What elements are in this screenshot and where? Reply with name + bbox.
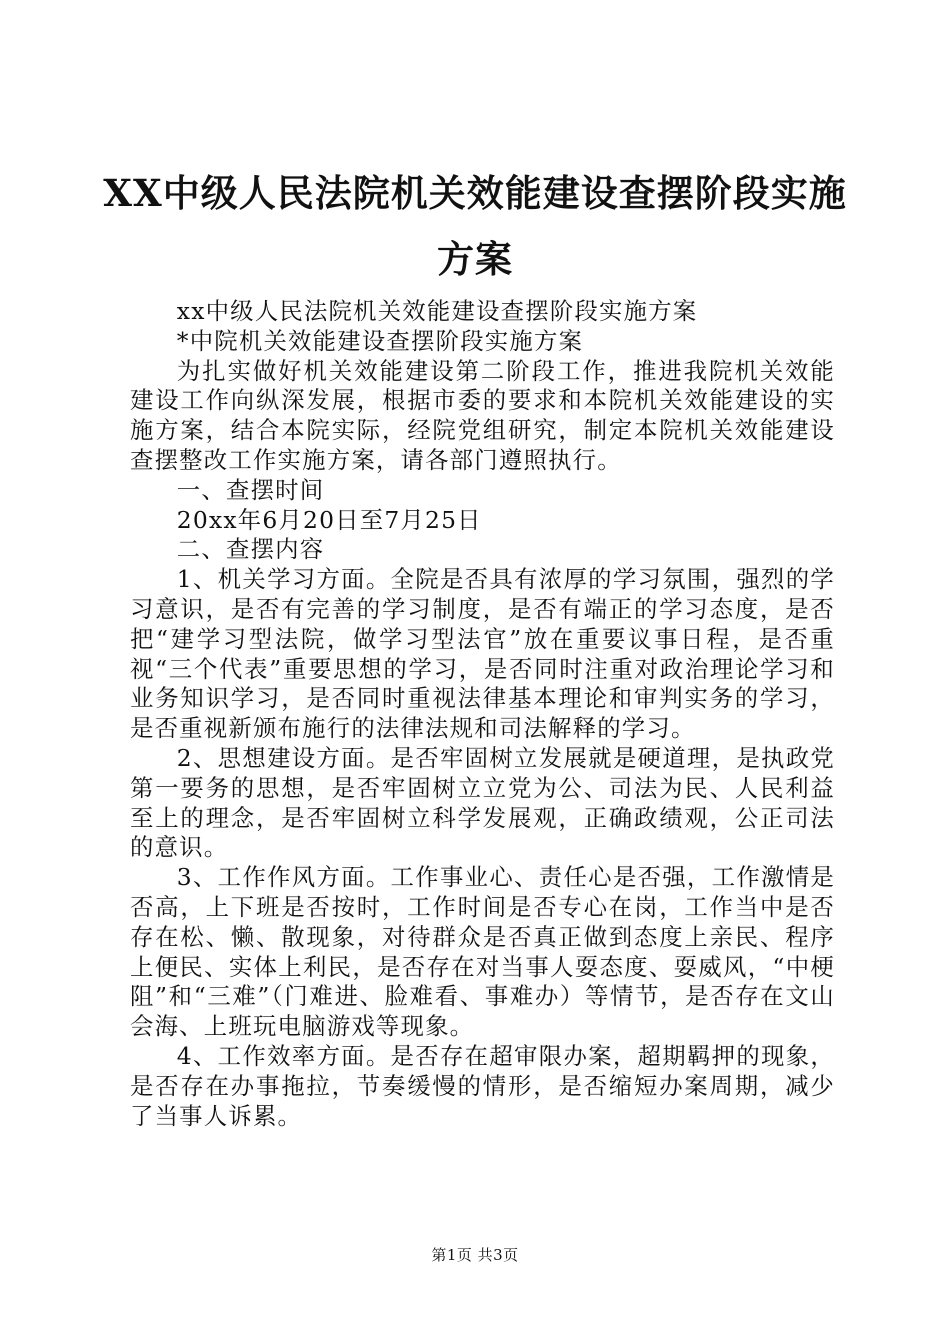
subtitle-paragraph: *中院机关效能建设查摆阶段实施方案	[176, 326, 584, 355]
title-line-2: 方案	[437, 237, 513, 281]
document-title	[100, 160, 850, 292]
content-item-paragraph: 1、机关学习方面。全院是否具有浓厚的学习氛围，强烈的学习意识，是否有完善的学习制度，是否有端正的学习态度，是否把“建学习型法院，做学习型法官”放在重要议事日程，是否重视“三个代表”重要思想的学习，是否同时注重对政治理论学习和业务知识学习，是否同时重视法律基本理论和审判实务的学习，是否重视新颁布施行的法律法规和司法解释的学习。	[130, 565, 835, 743]
intro-paragraph: 为扎实做好机关效能建设第二阶段工作，推进我院机关效能建设工作向纵深发展，根据市委的要求和本院机关效能建设的实施方案，结合本院实际，经院党组研究，制定本院机关效能建设查摆整改工作实施方案，请各部门遵照执行。	[130, 356, 835, 474]
content-item-paragraph: 2、思想建设方面。是否牢固树立发展就是硬道理，是执政党第一要务的思想，是否牢固树立立党为公、司法为民、人民利益至上的理念，是否牢固树立科学发展观，正确政绩观，公正司法的意识。	[130, 743, 835, 862]
content-item-paragraph: 3、工作作风方面。工作事业心、责任心是否强，工作激情是否高，上下班是否按时，工作时间是否专心在岗，工作当中是否存在松、懒、散现象，对待群众是否真正做到态度上亲民、程序上便民、实体上利民，是否存在对当事人耍态度、耍威风，“中梗阻”和“三难”（门难进、脸难看、事难办）等情节，是否存在文山会海、上班玩电脑游戏等现象。	[130, 863, 835, 1041]
section-heading: 二、查摆内容	[176, 535, 325, 564]
content-item-paragraph: 4、工作效率方面。是否存在超审限办案，超期羁押的现象，是否存在办事拖拉，节奏缓慢的情形，是否缩短办案周期，减少了当事人诉累。	[130, 1041, 835, 1130]
subtitle-paragraph: xx中级人民法院机关效能建设查摆阶段实施方案	[176, 297, 698, 325]
page-footer: 第1页 共3页	[431, 1246, 519, 1264]
document-body	[130, 297, 835, 1131]
title-line-1: XX中级人民法院机关效能建设查摆阶段实施	[103, 171, 847, 215]
date-range-paragraph: 20xx年6月20日至7月25日	[176, 505, 482, 534]
section-heading: 一、查摆时间	[176, 475, 325, 504]
